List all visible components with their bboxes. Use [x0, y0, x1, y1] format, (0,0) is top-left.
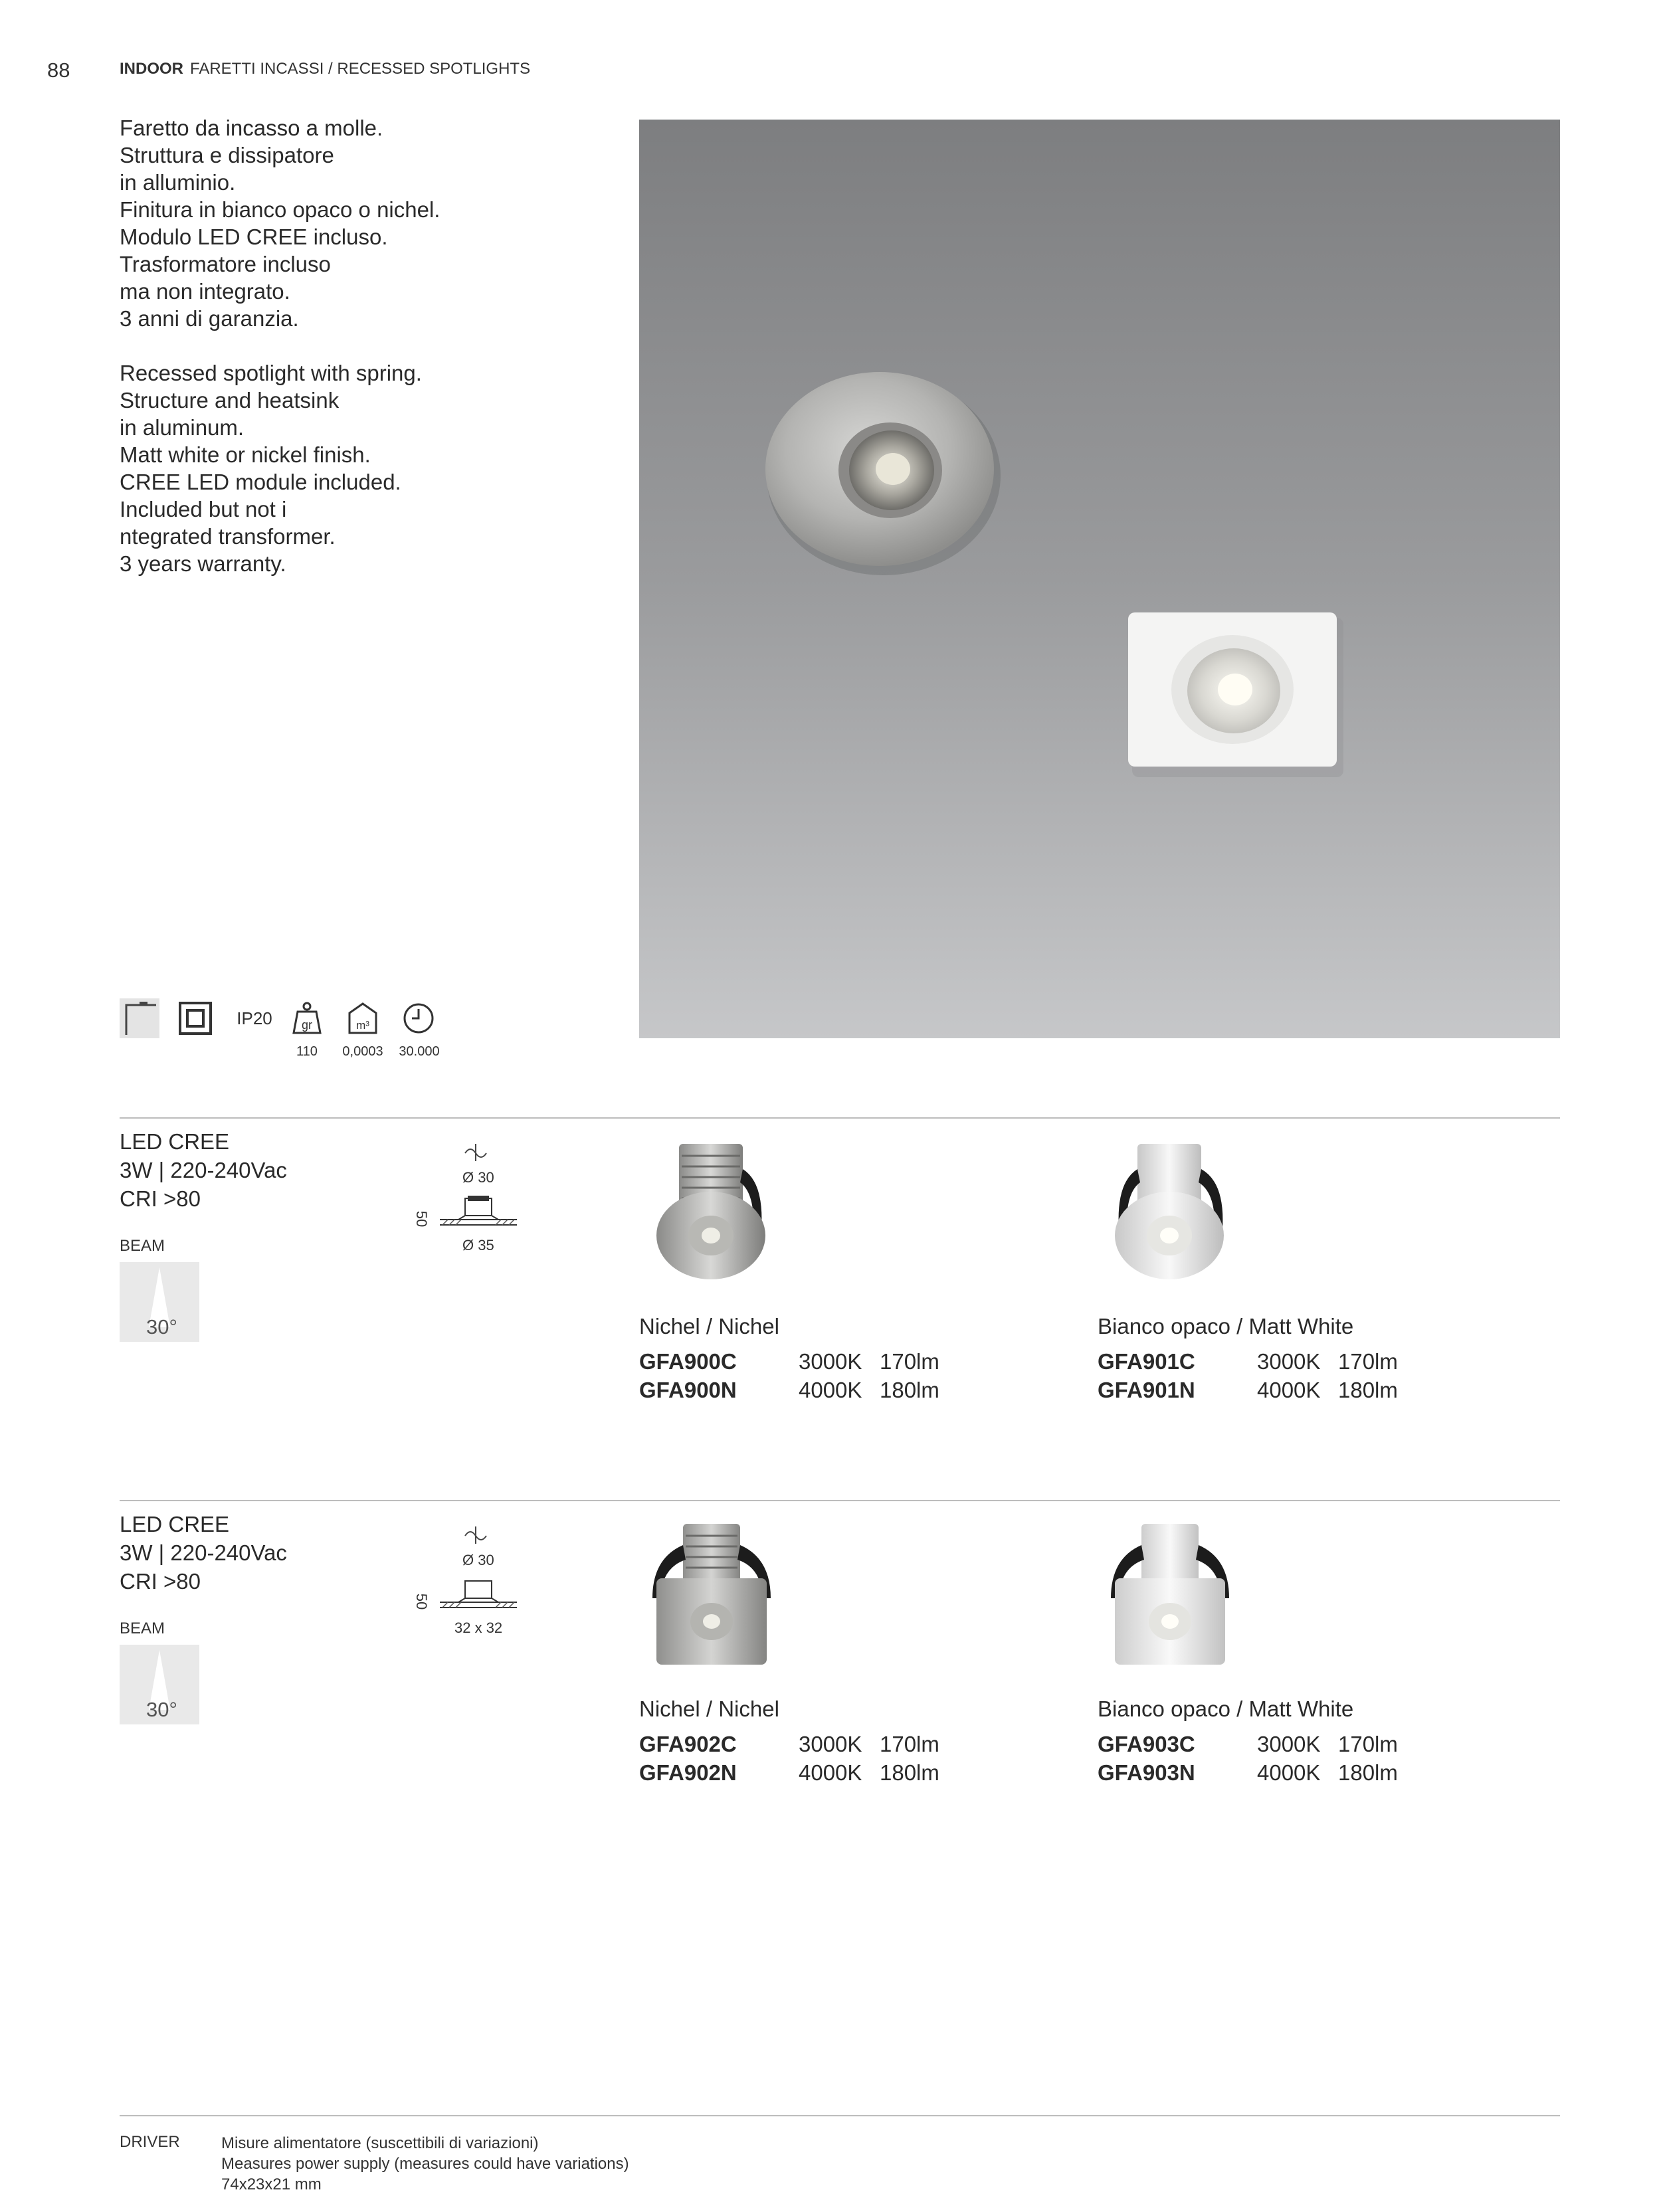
footer-divider — [120, 2115, 1560, 2116]
code-list-nickel — [639, 1730, 939, 1787]
driver-dimensions: 74x23x21 mm — [221, 2175, 322, 2193]
beam-angle-value: 30° — [146, 1698, 177, 1721]
dimension-top: Ø 30 — [462, 1169, 494, 1186]
product-spec: LED CREE 3W | 220-240Vac CRI >80 — [120, 1129, 287, 1211]
beam-label: BEAM — [120, 1619, 165, 1637]
ceiling-spotlights-illustration — [639, 120, 1560, 1038]
section-divider — [120, 1500, 1560, 1501]
dimension-bottom: Ø 35 — [462, 1237, 494, 1253]
dimension-drawing — [412, 1137, 525, 1257]
code-list-white — [1098, 1730, 1398, 1787]
ip-rating-label: IP20 — [237, 1008, 272, 1028]
beam-angle-value: 30° — [146, 1315, 177, 1338]
cutout-icon — [462, 1525, 490, 1545]
driver-info — [221, 2133, 629, 2195]
weight-value: 110 — [296, 1044, 318, 1059]
product-code-row: GFA903C 3000K 170lm — [1098, 1732, 1398, 1756]
product-code-row: GFA902C 3000K 170lm — [639, 1732, 939, 1756]
dimension-top: Ø 30 — [462, 1552, 494, 1568]
finish-label-nickel: Nichel / Nichel — [639, 1697, 779, 1721]
product-photo-nickel-round — [631, 1129, 791, 1289]
description-english: Recessed spotlight with spring. Structure and heatsink in aluminum. Matt white or nickel finish. CREE LED module included. Included but not i ntegrated transformer. 3 years warranty. — [120, 361, 422, 576]
finish-label-nickel: Nichel / Nichel — [639, 1314, 779, 1338]
product-photo-white-round — [1090, 1129, 1249, 1289]
product-code-row: GFA900C 3000K 170lm — [639, 1349, 939, 1374]
product-code-row: GFA901C 3000K 170lm — [1098, 1349, 1398, 1374]
cutout-icon — [462, 1143, 490, 1162]
recessed-mount-icon — [120, 998, 159, 1038]
code-list-nickel — [639, 1347, 939, 1404]
product-photo-nickel-square — [629, 1512, 795, 1671]
beam-label: BEAM — [120, 1237, 165, 1255]
product-code-row: GFA903N 4000K 180lm — [1098, 1760, 1398, 1785]
volume-unit-label: m³ — [356, 1019, 369, 1032]
page-number: 88 — [47, 58, 70, 82]
hero-photo — [639, 120, 1560, 1038]
section-sketch — [439, 1196, 518, 1229]
driver-label: DRIVER — [120, 2133, 180, 2151]
product-code-row: GFA902N 4000K 180lm — [639, 1760, 939, 1785]
section-sketch — [439, 1578, 518, 1612]
dimension-drawing — [412, 1520, 525, 1639]
double-insulation-icon — [175, 998, 215, 1038]
lifetime-clock-icon — [399, 998, 439, 1038]
volume-value: 0,0003 — [342, 1044, 383, 1059]
dimension-height: 50 — [413, 1210, 431, 1228]
product-code-row: GFA900N 4000K 180lm — [639, 1378, 939, 1402]
product-photo-white-square — [1087, 1512, 1253, 1671]
dimension-bottom: 32 x 32 — [454, 1619, 503, 1636]
product-description — [120, 114, 440, 604]
header-subtitle: FARETTI INCASSI / RECESSED SPOTLIGHTS — [190, 60, 531, 78]
product-spec: LED CREE 3W | 220-240Vac CRI >80 — [120, 1512, 287, 1594]
weight-icon — [287, 998, 327, 1038]
finish-label-white: Bianco opaco / Matt White — [1098, 1697, 1354, 1721]
header-section: INDOOR — [120, 60, 183, 78]
product-code-row: GFA901N 4000K 180lm — [1098, 1378, 1398, 1402]
page-header — [120, 60, 530, 78]
dimension-height: 50 — [413, 1593, 431, 1610]
driver-line-en: Measures power supply (measures could have variations) — [221, 2155, 629, 2173]
lifetime-value: 30.000 — [399, 1044, 440, 1059]
section-divider — [120, 1117, 1560, 1119]
finish-label-white: Bianco opaco / Matt White — [1098, 1314, 1354, 1338]
volume-icon — [343, 998, 383, 1038]
ip-rating-icon — [231, 998, 278, 1038]
weight-unit-label: gr — [301, 1018, 313, 1032]
driver-line-it: Misure alimentatore (suscettibili di variazioni) — [221, 2134, 539, 2152]
description-italian: Faretto da incasso a molle. Struttura e dissipatore in alluminio. Finitura in bianco opaco o nichel. Modulo LED CREE incluso. Trasformatore incluso ma non integrato. 3 anni di garanzia. — [120, 116, 440, 331]
code-list-white — [1098, 1347, 1398, 1404]
